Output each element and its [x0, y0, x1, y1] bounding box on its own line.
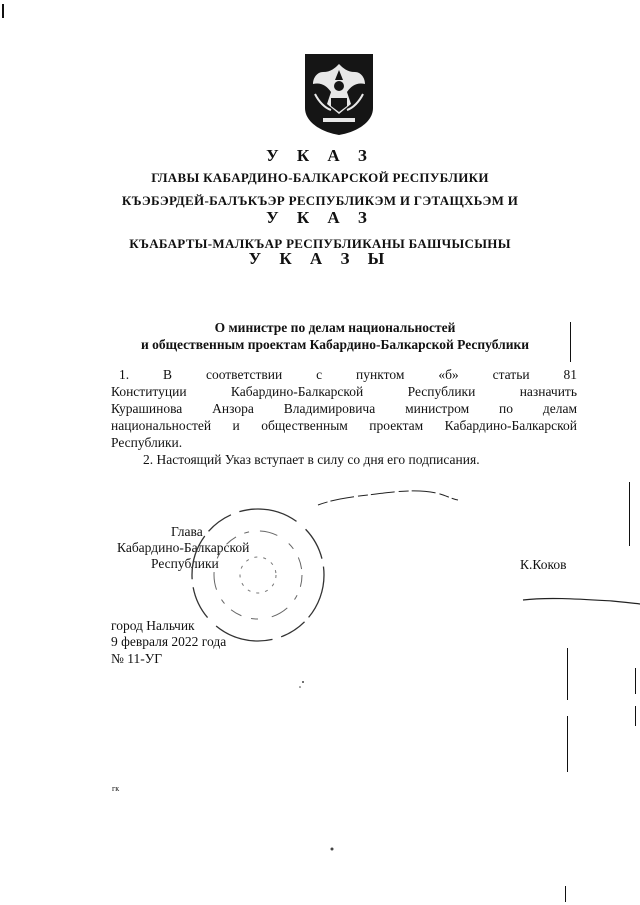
signature-title-line-3: Республики [151, 556, 219, 571]
scan-edge-mark-3 [567, 716, 568, 772]
scan-edge-mark-left [2, 4, 4, 18]
signatory-name: К.Коков [520, 557, 567, 572]
paragraph-1-line-2: Конституции Кабардино-Балкарской Республики назначить [111, 384, 577, 399]
handwritten-signature [318, 491, 640, 604]
scan-edge-mark-4 [635, 668, 636, 694]
footer-city: город Нальчик [111, 618, 195, 633]
header-ukaz-kabardian: У К А З [266, 208, 374, 227]
footer-number: № 11-УГ [111, 651, 163, 666]
scan-edge-mark-title [570, 322, 571, 362]
scan-edge-mark-1 [629, 482, 630, 546]
official-seal [192, 509, 324, 641]
header-ru-title: ГЛАВЫ КАБАРДИНО-БАЛКАРСКОЙ РЕСПУБЛИКИ [151, 170, 489, 185]
signature-title-line-1: Глава [171, 524, 203, 539]
stray-mark: гк [112, 784, 120, 793]
decree-title-line-1: О министре по делам национальностей [214, 320, 456, 335]
footer-date: 9 февраля 2022 года [111, 634, 227, 649]
decree-title-line-2: и общественным проектам Кабардино-Балкарской Республики [140, 337, 530, 352]
paragraph-1-line-4: национальностей и общественным проектам Кабардино-Балкарской [111, 418, 577, 433]
header-ukaz: У К А З [266, 146, 374, 165]
scan-edge-mark-2 [567, 648, 568, 700]
scan-edge-mark-6 [565, 886, 566, 902]
paragraph-2: 2. Настоящий Указ вступает в силу со дня его подписания. [143, 452, 480, 467]
paragraph-1-line-3: Курашинова Анзора Владимировича министром по делам [111, 401, 577, 416]
signature-title-line-2: Кабардино-Балкарской [117, 540, 250, 555]
header-kabardian-title: КЪЭБЭРДЕЙ-БАЛЪКЪЭР РЕСПУБЛИКЭМ И ГЭТАЩХЬЭМ И [121, 193, 519, 208]
paragraph-1-line-5: Республики. [111, 435, 183, 450]
paragraph-1-line-1: 1. В соответствии с пунктом «б» статьи 81 [119, 367, 577, 382]
scan-specks [299, 681, 333, 851]
scan-edge-mark-5 [635, 706, 636, 726]
header-balkar-title: КЪАБАРТЫ-МАЛКЪАР РЕСПУБЛИКАНЫ БАШЧЫСЫНЫ [129, 236, 511, 251]
header-ukazy-balkar: У К А З Ы [248, 249, 392, 268]
